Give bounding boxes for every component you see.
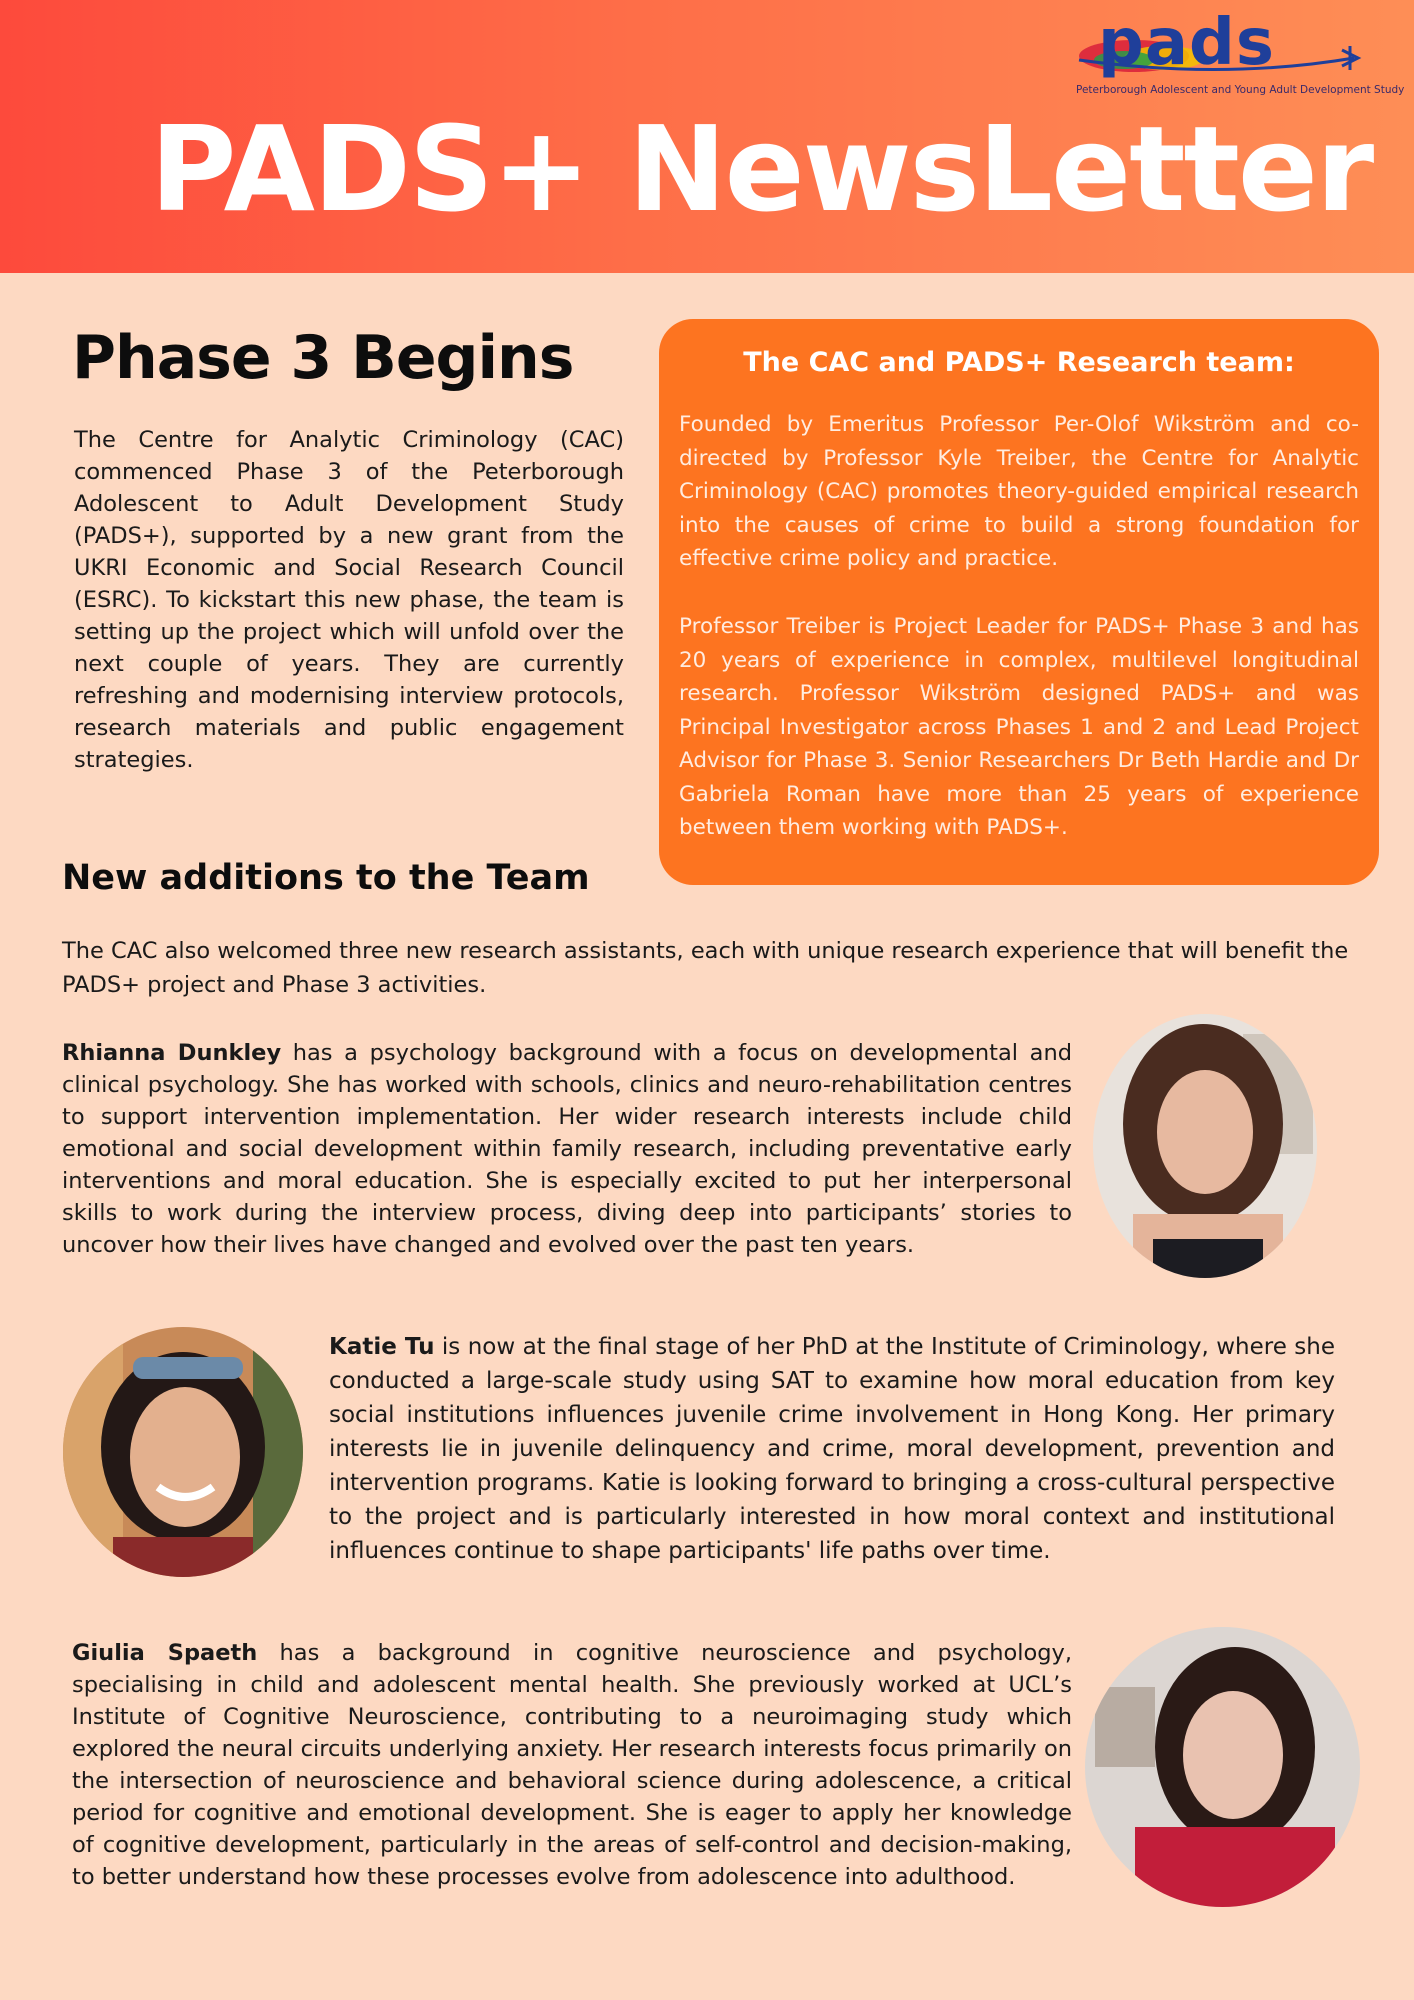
logo-tagline: Peterborough Adolescent and Young Adult Development Study bbox=[1076, 84, 1405, 96]
member-photo bbox=[63, 1327, 303, 1577]
phase-body: The Centre for Analytic Criminology (CAC) commenced Phase 3 of the Peterborough Adolescent to Adult Development Study (PADS+), supported by a new grant from the UKRI Economic and Social Research Council (ESRC). To kickstart this new phase, the team is setting up the project which will unfold over the next couple of years. They are currently refreshing and modernising interview protocols, research materials and public engagement strategies. bbox=[74, 427, 624, 773]
newsletter-title: PADS+ NewsLetter bbox=[150, 100, 1373, 238]
portrait-icon bbox=[1093, 1014, 1317, 1278]
member-bio bbox=[62, 1037, 1072, 1261]
new-team-heading: New additions to the Team bbox=[62, 858, 590, 898]
new-team-intro: The CAC also welcomed three new research assistants, each with unique research experience that will benefit the PADS+ project and Phase 3 activities. bbox=[62, 938, 1349, 998]
team-box-paragraph: Professor Treiber is Project Leader for PADS+ Phase 3 and has 20 years of experience in complex, multilevel longitudinal research. Professor Wikström designed PADS+ and was Principal Investigator across Phases 1 and 2 and Lead Project Advisor for Phase 3. Senior Researchers Dr Beth Hardie and Dr Gabriela Roman have more than 25 years of experience between them working with PADS+. bbox=[679, 614, 1359, 840]
member-photo bbox=[1085, 1627, 1360, 1907]
pads-logo bbox=[1074, 6, 1405, 102]
member-bio bbox=[329, 1330, 1335, 1568]
member-bio-text: has a psychology background with a focus on developmental and clinical psychology. She has worked with schools, clinics and neuro-rehabilitation centres to support intervention implementation. Her wider research interests include child emotional and social development within family research, including preventative early interventions and moral education. She is especially excited to put her interpersonal skills to work during the interview process, diving deep into participants’ stories to uncover how their lives have changed and evolved over the past ten years. bbox=[62, 1040, 1072, 1258]
team-box-heading: The CAC and PADS+ Research team: bbox=[743, 347, 1295, 378]
member-photo bbox=[1093, 1014, 1317, 1278]
team-box-paragraph: Founded by Emeritus Professor Per-Olof Wikström and co-directed by Professor Kyle Treiber, the Centre for Analytic Criminology (CAC) promotes theory-guided empirical research into the causes of crime to build a strong foundation for effective crime policy and practice. bbox=[679, 412, 1359, 571]
logo-wordmark: pads bbox=[1098, 6, 1275, 80]
newsletter-header bbox=[0, 0, 1414, 273]
member-bio bbox=[72, 1637, 1072, 1893]
phase-heading: Phase 3 Begins bbox=[72, 323, 574, 393]
member-name: Giulia Spaeth bbox=[72, 1640, 258, 1666]
portrait-icon bbox=[63, 1327, 303, 1577]
member-bio-text: has a background in cognitive neuroscience and psychology, specialising in child and adolescent mental health. She previously worked at UCL’s Institute of Cognitive Neuroscience, contributing to a neuroimaging study which explored the neural circuits underlying anxiety. Her research interests focus primarily on the intersection of neuroscience and behavioral science during adolescence, a critical period for cognitive and emotional development. She is eager to apply her knowledge of cognitive development, particularly in the areas of self-control and decision-making, to better understand how these processes evolve from adolescence into adulthood. bbox=[72, 1640, 1073, 1890]
member-name: Katie Tu bbox=[329, 1334, 435, 1360]
portrait-icon bbox=[1085, 1627, 1360, 1907]
member-name: Rhianna Dunkley bbox=[62, 1040, 282, 1066]
research-team-box bbox=[659, 319, 1379, 885]
member-bio-text: is now at the final stage of her PhD at the Institute of Criminology, where she conducted a large-scale study using SAT to examine how moral education from key social institutions influences juvenile crime involvement in Hong Kong. Her primary interests lie in juvenile delinquency and crime, moral development, prevention and intervention programs. Katie is looking forward to bringing a cross-cultural perspective to the project and is particularly interested in how moral context and institutional influences continue to shape participants' life paths over time. bbox=[329, 1334, 1336, 1564]
